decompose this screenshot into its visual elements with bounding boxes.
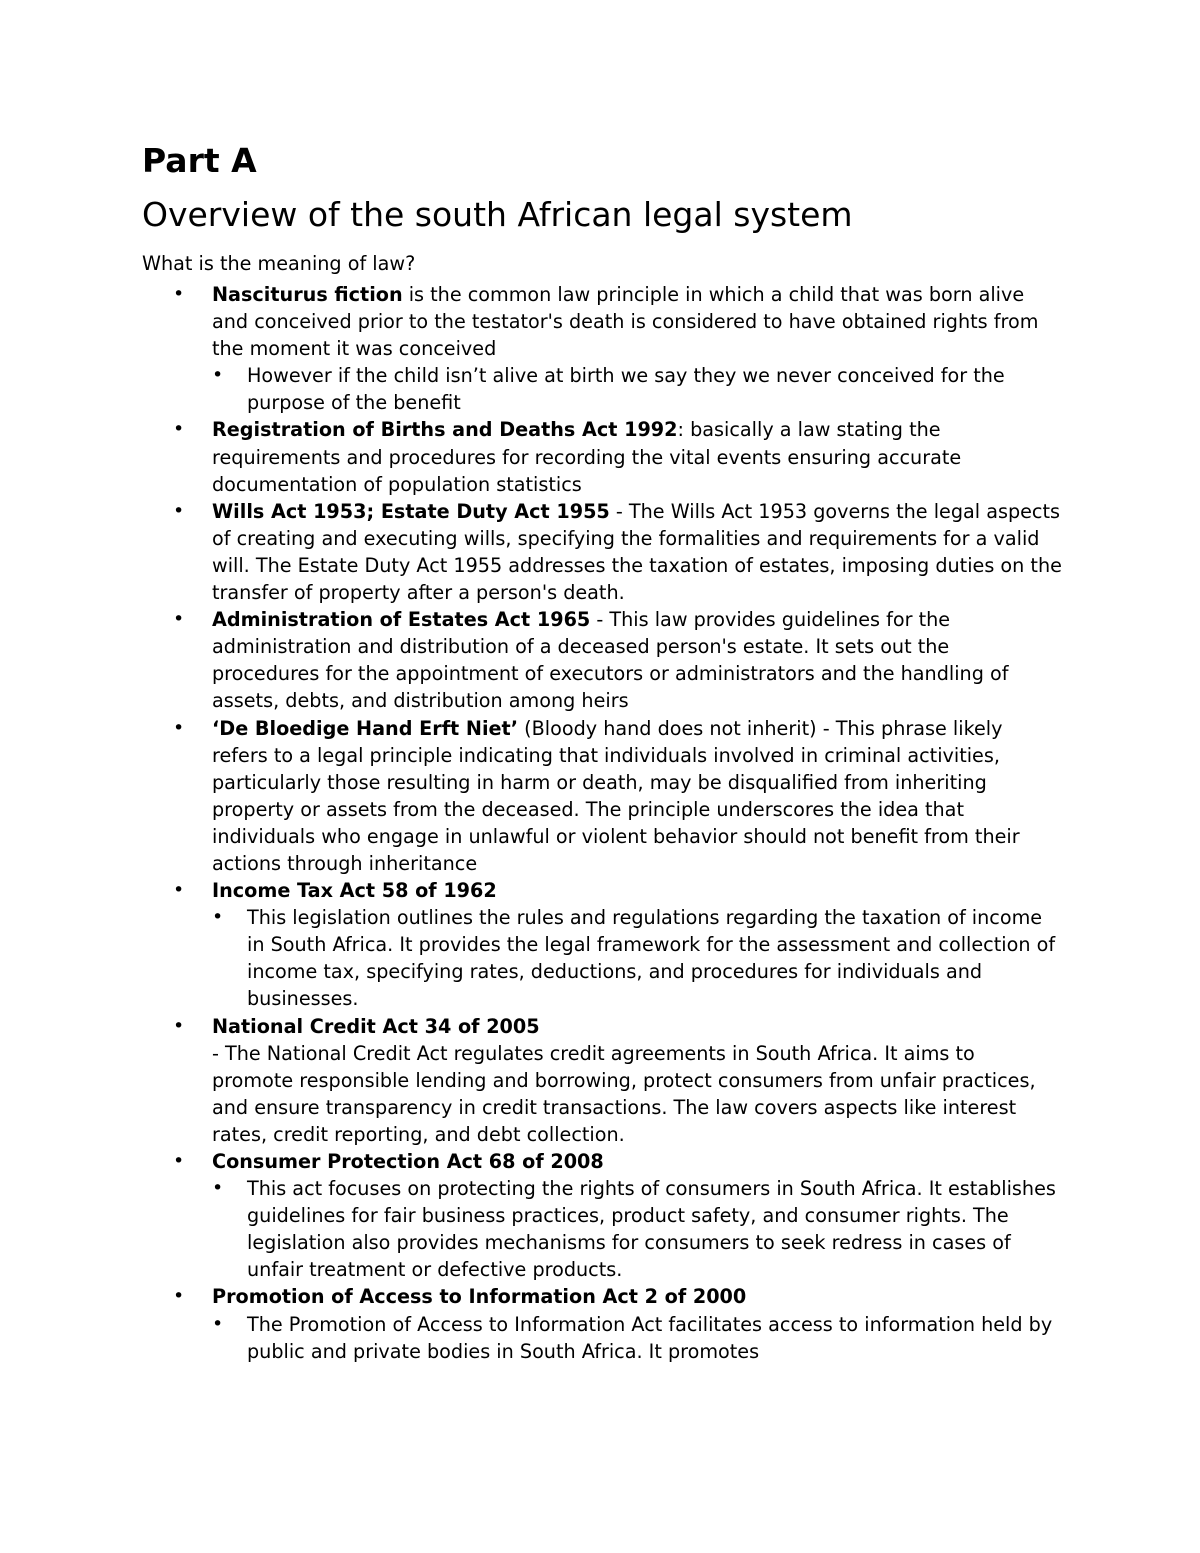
bullet-icon: • <box>173 608 185 631</box>
document-page <box>142 140 1062 1365</box>
item-term: Registration of Births and Deaths Act 1992 <box>212 418 678 442</box>
bullet-icon: • <box>212 906 224 929</box>
item-term: Income Tax Act 58 of 1962 <box>212 879 497 903</box>
bullet-icon: • <box>173 283 185 305</box>
list-item <box>142 1148 1062 1283</box>
bullet-icon: • <box>173 716 185 739</box>
item-text: : basically a law stating the requirements and procedures for recording the vital events ensuring accurate documentation of population statistics <box>212 418 962 496</box>
sub-list-item <box>212 1311 1062 1365</box>
item-text: - The Wills Act 1953 governs the legal aspects of creating and executing wills, specifying the formalities and requirements for a valid will. The Estate Duty Act 1955 addresses the taxation of estates, imposing duties on the transfer of property after a person's death. <box>212 499 1062 605</box>
item-text: (Bloody hand does not inherit) - This phrase likely refers to a legal principle indicating that individuals involved in criminal activities, particularly those resulting in harm or death, may be disqualified from inheriting property or assets from the deceased. The principle underscores the idea that individuals who engage in unlawful or violent behavior should not benefit from their actions through inheritance <box>212 716 1020 875</box>
sub-item-text: This act focuses on protecting the rights of consumers in South Africa. It establishes guidelines for fair business practices, product safety, and consumer rights. The legislation also provides mechanisms for consumers to seek redress in cases of unfair treatment or defective products. <box>247 1177 1056 1282</box>
sub-item-text: This legislation outlines the rules and regulations regarding the taxation of income in South Africa. It provides the legal framework for the assessment and collection of income tax, specifying rates, deductions, and procedures for individuals and businesses. <box>247 906 1056 1011</box>
list-item <box>142 281 1062 416</box>
list-item <box>142 498 1062 606</box>
sub-item-text: However if the child isn’t alive at birth we say they we never conceived for the purpose of the benefit <box>247 364 1005 415</box>
question-line: What is the meaning of law? <box>142 252 416 275</box>
sub-list <box>212 1311 1062 1365</box>
item-term: Consumer Protection Act 68 of 2008 <box>212 1150 604 1173</box>
item-term: ‘De Bloedige Hand Erft Niet’ <box>212 716 519 740</box>
sub-list-item <box>212 904 1062 1012</box>
item-term: Nasciturus fiction <box>212 283 403 306</box>
item-term: National Credit Act 34 of 2005 <box>212 1014 540 1038</box>
item-text: is the common law principle in which a child that was born alive and conceived prior to the testator's death is considered to have obtained rights from the moment it was conceived <box>212 283 1039 361</box>
sub-list-item <box>212 362 1062 416</box>
sub-list <box>212 1175 1062 1283</box>
bullet-icon: • <box>212 1312 224 1335</box>
bullet-icon: • <box>173 1285 185 1308</box>
item-text: - This law provides guidelines for the administration and distribution of a deceased person's estate. It sets out the procedures for the appointment of executors or administrators and the handling of assets, debts, and distribution among heirs <box>212 608 1009 713</box>
item-term: Administration of Estates Act 1965 <box>212 608 591 632</box>
item-text: - The National Credit Act regulates credit agreements in South Africa. It aims to promote responsible lending and borrowing, protect consumers from unfair practices, and ensure transparency in credit transactions. The law covers aspects like interest rates, credit reporting, and debt collection. <box>212 1041 1036 1146</box>
bullet-icon: • <box>173 879 185 902</box>
sub-list <box>212 362 1062 416</box>
list-item <box>142 1013 1062 1148</box>
document-title: Overview of the south African legal system <box>142 195 853 234</box>
bullet-icon: • <box>212 364 224 387</box>
item-term: Promotion of Access to Information Act 2 of 2000 <box>212 1285 747 1309</box>
list-item <box>142 877 1062 1012</box>
bullet-icon: • <box>173 1014 185 1037</box>
bullet-icon: • <box>173 418 185 441</box>
bullet-icon: • <box>173 1150 185 1172</box>
list-item <box>142 416 1062 497</box>
list-item <box>142 606 1062 714</box>
item-term: Wills Act 1953; Estate Duty Act 1955 <box>212 499 610 523</box>
legislation-list <box>142 281 1062 1365</box>
sub-item-text: The Promotion of Access to Information Act facilitates access to information held by public and private bodies in South Africa. It promotes <box>247 1312 1053 1363</box>
sub-list-item <box>212 1175 1062 1283</box>
sub-list <box>212 904 1062 1012</box>
part-heading: Part A <box>142 141 257 180</box>
list-item <box>142 1283 1062 1364</box>
bullet-icon: • <box>212 1177 224 1200</box>
bullet-icon: • <box>173 499 185 522</box>
list-item <box>142 715 1062 878</box>
